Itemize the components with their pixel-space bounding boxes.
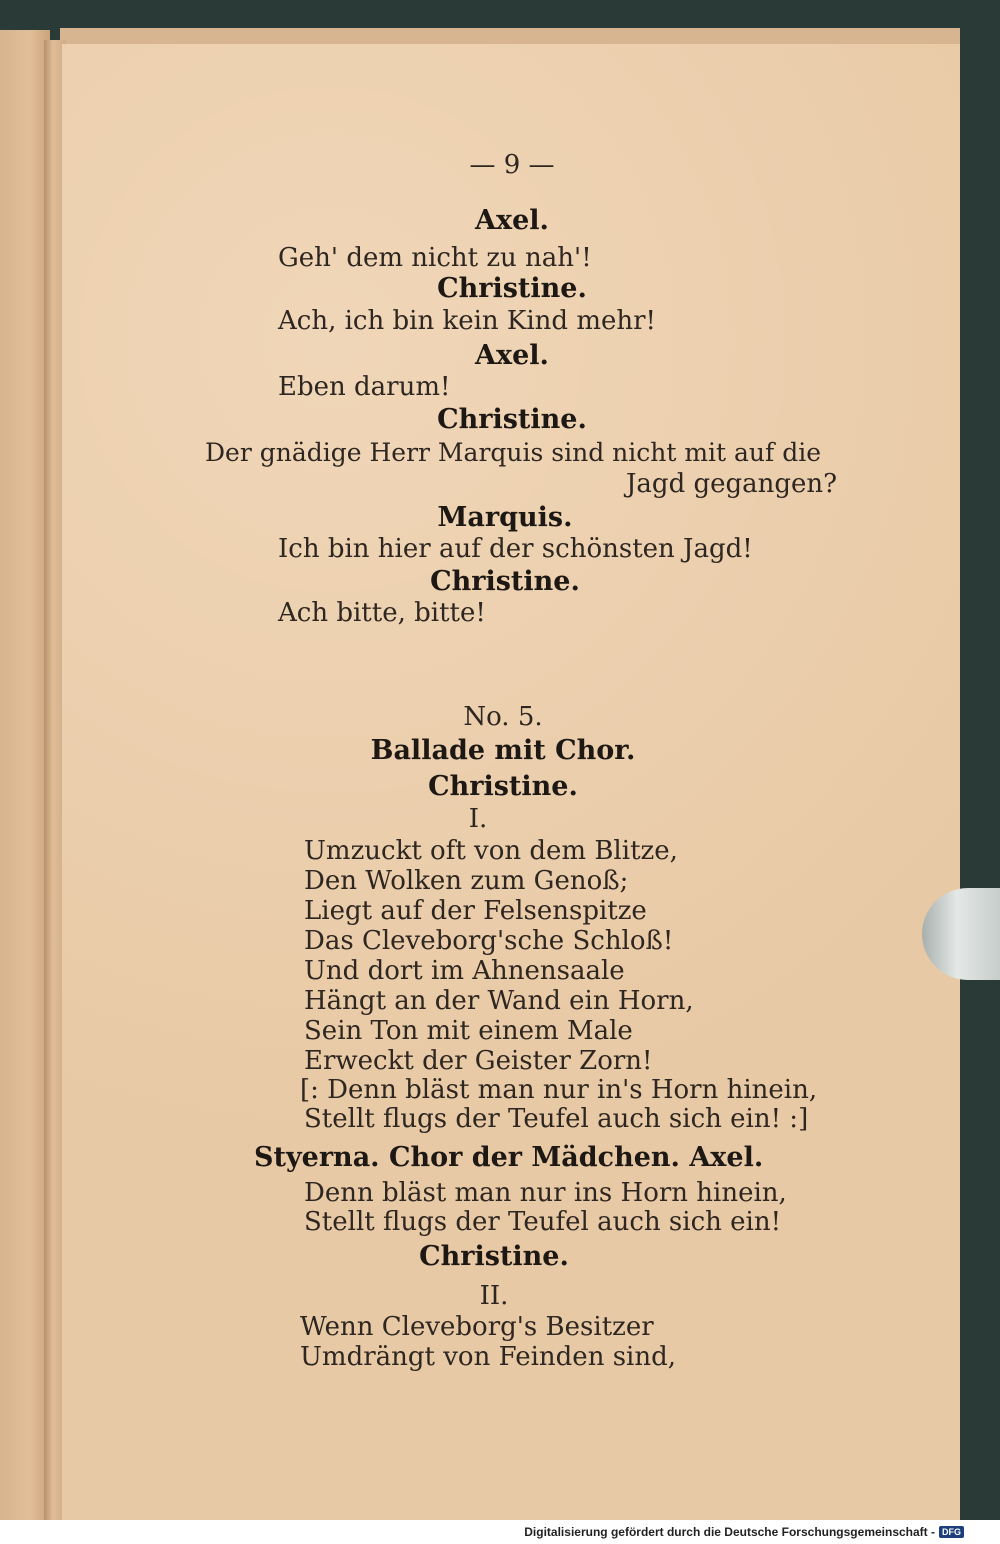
speaker-marquis: Marquis. [437, 502, 573, 533]
dialogue-line: Eben darum! [278, 372, 451, 402]
verse-line: Sein Ton mit einem Male [304, 1016, 633, 1046]
chorus-line: Stellt flugs der Teufel auch sich ein! [304, 1207, 782, 1237]
verse-numeral: I. [468, 804, 488, 834]
dialogue-line: Ach, ich bin kein Kind mehr! [278, 306, 656, 336]
verse-line: Wenn Cleveborg's Besitzer [300, 1312, 654, 1342]
verse-line: Erweckt der Geister Zorn! [304, 1046, 653, 1076]
speaker-axel-2: Axel. [475, 340, 549, 371]
dialogue-line: Geh' dem nicht zu nah'! [278, 243, 592, 273]
footer-text: Digitalisierung gefördert durch die Deutsche Forschungsgemeinschaft - [524, 1525, 935, 1539]
verse-line: Den Wolken zum Genoß; [304, 866, 629, 896]
verse-line: Umzuckt oft von dem Blitze, [304, 836, 678, 866]
verse-line: Stellt flugs der Teufel auch sich ein! :] [304, 1104, 809, 1134]
footer-credit [524, 1522, 964, 1542]
section-title: Ballade mit Chor. [370, 735, 636, 766]
verse-numeral: II. [479, 1281, 509, 1311]
speaker-christine-2: Christine. [437, 404, 587, 435]
dialogue-line: Jagd gegangen? [626, 469, 838, 499]
page-number: — 9 — [469, 150, 555, 180]
verse-line: Liegt auf der Felsenspitze [304, 896, 647, 926]
singer-christine: Christine. [428, 771, 578, 802]
speaker-christine-1: Christine. [437, 273, 587, 304]
chorus-line: Denn bläst man nur ins Horn hinein, [304, 1178, 787, 1208]
singer-christine-2: Christine. [419, 1241, 569, 1272]
verse-line: Hängt an der Wand ein Horn, [304, 986, 694, 1016]
speaker-christine-3: Christine. [430, 566, 580, 597]
left-page-edge [0, 30, 50, 1520]
verse-line: Umdrängt von Feinden sind, [300, 1342, 677, 1372]
speaker-axel-1: Axel. [475, 205, 549, 236]
chorus-speakers: Styerna. Chor der Mädchen. Axel. [254, 1142, 764, 1173]
verse-line: Und dort im Ahnensaale [304, 956, 625, 986]
dfg-logo: DFG [939, 1526, 964, 1538]
dialogue-line: Der gnädige Herr Marquis sind nicht mit auf die [205, 438, 822, 467]
number-label: No. 5. [463, 702, 543, 732]
verse-line: Das Cleveborg'sche Schloß! [304, 926, 674, 956]
verse-line: [: Denn bläst man nur in's Horn hinein, [300, 1075, 818, 1105]
dialogue-line: Ich bin hier auf der schönsten Jagd! [278, 534, 753, 564]
dialogue-line: Ach bitte, bitte! [278, 598, 486, 628]
